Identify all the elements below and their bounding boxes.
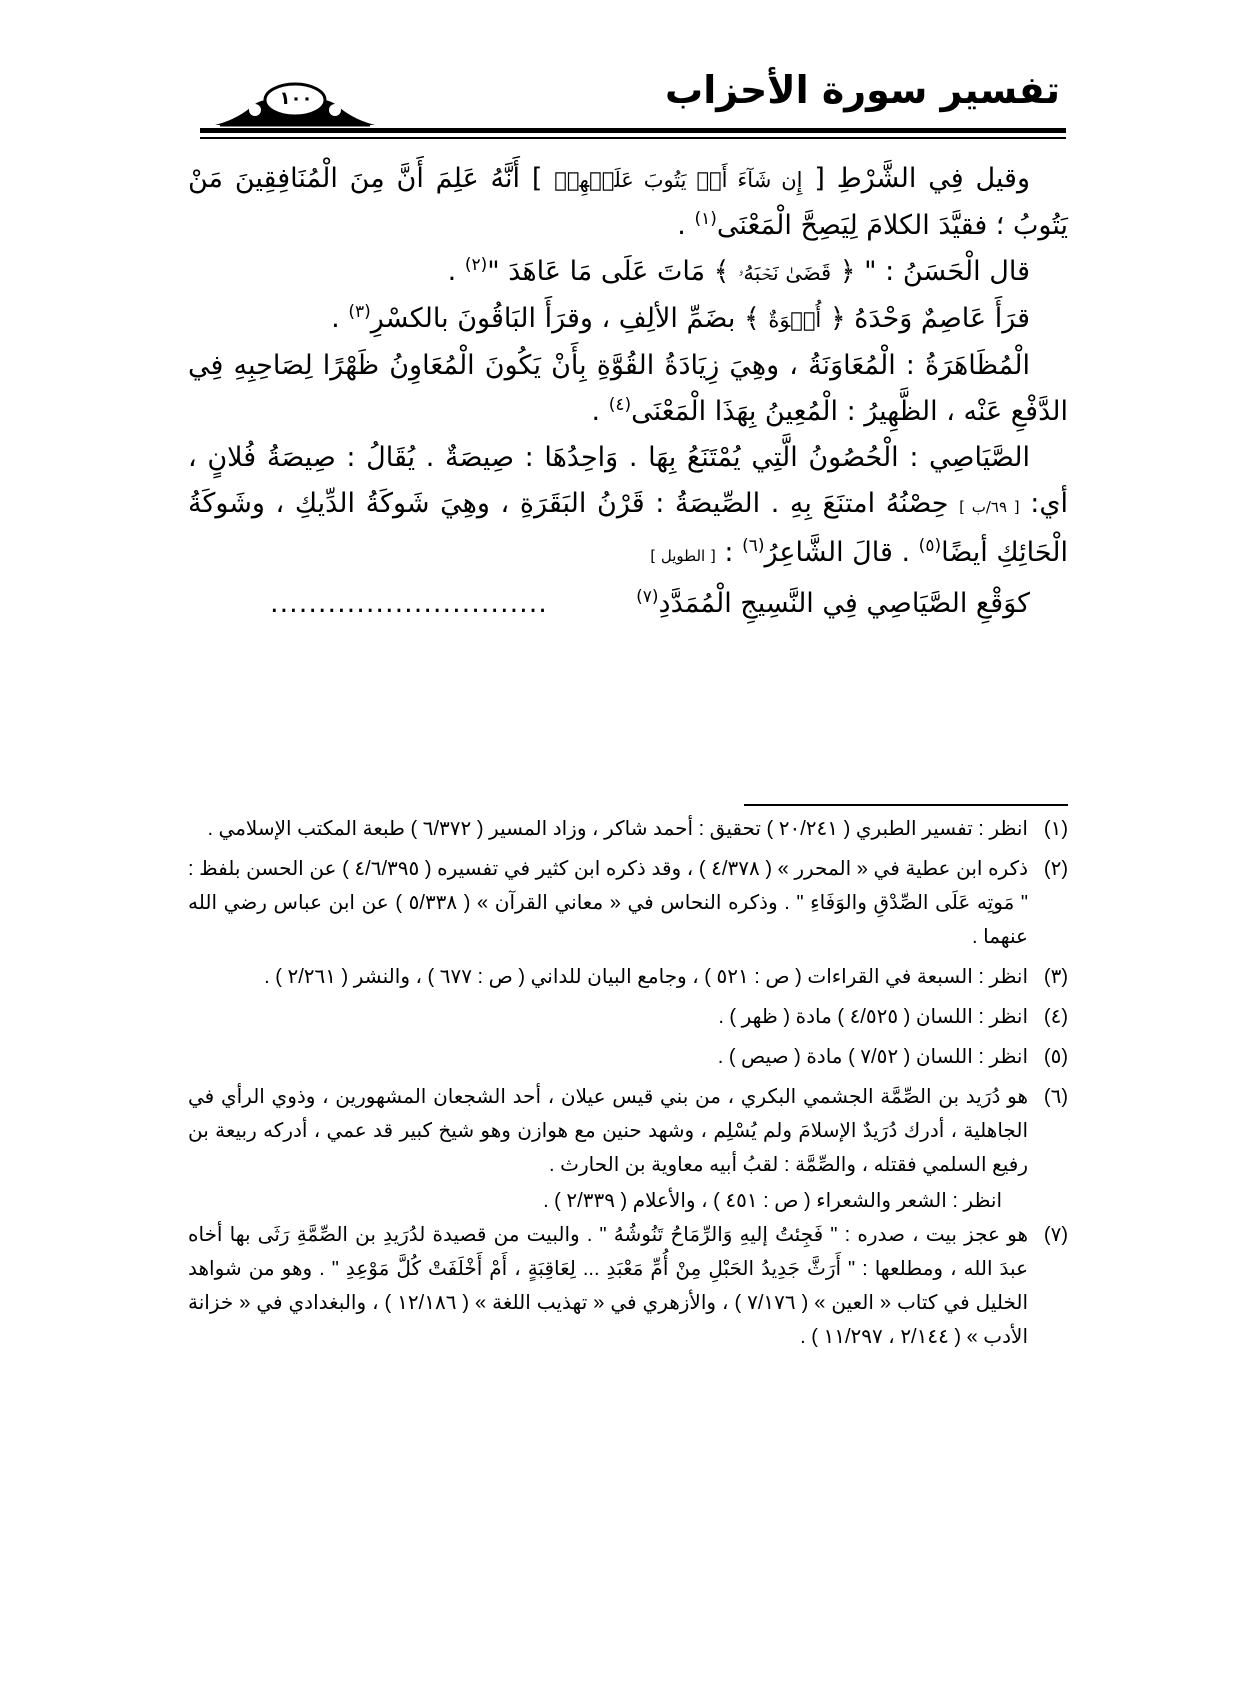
footnote-item: (٣) انظر : السبعة في القراءات ( ص : ٥٢١ ) ، وجامع البيان للداني ( ص : ٦٧٧ ) ، والنشر ( ٢/٢٦١ ) . (264, 966, 1068, 988)
main-text (188, 156, 1068, 627)
footnote-ref: (٧) (636, 587, 659, 607)
poetic-meter-tag: [ الطويل ] (650, 547, 716, 565)
footnote-separator (744, 804, 1068, 806)
footnote-item: (٤) انظر : اللسان ( ٤/٥٢٥ ) مادة ( ظهر ) . (718, 1006, 1068, 1028)
paragraph-4: الْمُظَاهَرَةُ : الْمُعَاوَنَةُ ، وهِيَ زِيَادَةُ القُوَّةِ بِأَنْ يَكُونَ الْمُعَاوِنُ ظَهْرًا لِصَاحِبِهِ فِي الدَّفْعِ عَنْه ، الظَّهِيرُ : الْمُعِينُ بِهَذَا الْمَعْنَى$^{(٤)}$ . (188, 350, 1068, 427)
quran-quote: أُسۡوَةٌ (768, 308, 822, 332)
footnote-sub-reference: انظر : الشعر والشعراء ( ص : ٤٥١ ) ، والأعلام ( ٢/٣٣٩ ) . (543, 1190, 1002, 1212)
verse-ellipsis: ............................. (270, 588, 548, 619)
header-rule-thick (200, 128, 1066, 133)
footnote-ref: (٦) (742, 536, 765, 556)
footnote-item: (٢) ذكره ابن عطية في « المحرر » ( ٤/٣٧٨ ) ، وقد ذكره ابن كثير في تفسيره ( ٤/٦/٣٩٥ ) عن الحسن بلفظ : " مَوتِه عَلَى الصِّدْقِ والوَفَاءِ " . وذكره النحاس في « معاني القرآن » ( ٥/٣٣٨ ) عن ابن عباس رضي الله عنهما . (188, 858, 1068, 948)
paragraph-2: قال الْحَسَنُ : " ﴿ قَضَىٰ نَحۡبَهُۥ ﴾ مَاتَ عَلَى مَا عَاهَدَ "$^{(٢)}$ . (447, 255, 1030, 287)
page-number: ١٠٠ (279, 88, 313, 109)
footnotes (188, 812, 1068, 1360)
footnote-item: (٧) هو عجز بيت ، صدره : " فَجِئتُ إليهِ وَالرِّمَاحُ تَنُوشُهُ " . والبيت من قصيدة لدُرَيدِ بن الصِّمَّةِ رَثَى بها أخاه عبدَ الله ، ومطلعها : " أَرَثَّ جَدِيدُ الحَبْلِ مِنْ أُمِّ مَعْبَدِ ... لِعَاقِبَةٍ ، أَمْ أَخْلَفَتْ كُلَّ مَوْعِدِ " . وهو من شواهد الخليل في كتاب « العين » ( ٧/١٧٦ ) ، والأزهري في « تهذيب اللغة » ( ١٢/١٨٦ ) ، والبغدادي في « خزانة الأدب » ( ٢/١٤٤ ، ١١/٢٩٧ ) . (188, 1224, 1068, 1348)
footnote-ref: (٥) (918, 536, 942, 556)
manuscript-folio-tag: [ ٦٩/ب ] (959, 498, 1020, 516)
footnote-item: (٥) انظر : اللسان ( ٧/٥٢ ) مادة ( صيص ) . (717, 1046, 1068, 1068)
running-header-title: تفسير سورة الأحزاب (665, 68, 1060, 112)
footnote-ref: (٣) (348, 302, 371, 322)
footnote-ref: (١) (694, 209, 717, 229)
footnote-ref: (٤) (608, 395, 632, 415)
footnote-ref: (٢) (464, 255, 488, 275)
quran-quote: إِن شَآءَ أَوۡ يَتُوبَ عَلَيۡهِمۡ (554, 168, 803, 192)
quran-quote: قَضَىٰ نَحۡبَهُۥ (738, 261, 832, 285)
paragraph-3: قرَأَ عَاصِمٌ وَحْدَهُ ﴿ أُسۡوَةٌ ﴾ بضَمِّ الألِفِ ، وقرَأَ البَاقُونَ بالكسْرِ$^{(٣)}$ . (331, 302, 1030, 334)
paragraph-1: وقيل فِي الشَّرْطِ [ إِن شَآءَ أَوۡ يَتُوبَ عَلَيۡهِمۡ ] أَنَّهُ عَلِمَ أَنَّ مِنَ الْمُنَافِقِينَ مَنْ يَتُوبُ ؛ فقيَّدَ الكلامَ لِيَصِحَّ الْمَعْنَى$^{(١)}$ . (188, 163, 1068, 241)
footnote-item: (١) انظر : تفسير الطبري ( ٢٠/٢٤١ ) تحقيق : أحمد شاكر ، وزاد المسير ( ٦/٣٧٢ ) طبعة المكتب الإسلامي . (207, 818, 1068, 840)
verse-hemistich: كوَقْعِ الصَّيَاصِي فِي النَّسِيجِ الْمُمَدَّدِ$^{(٧)}$ (636, 587, 1030, 619)
footnote-item: (٦) هو دُرَيد بن الصِّمَّة الجشمي البكري ، من بني قيس عيلان ، أحد الشجعان المشهورين ، وذوي الرأي في الجاهلية ، أدرك دُرَيدٌ الإسلامَ ولم يُسْلِم ، وشهد حنين مع هوازن وهو شيخ كبير قد عمي ، أدركه ربيعة بن رفيع السلمي فقتله ، والصِّمَّة : لقبُ أبيه معاوية بن الحارث . (188, 1086, 1068, 1176)
paragraph-5: الصَّيَاصِي : الْحُصُونُ الَّتِي يُمْتَنَعُ بِهَا . وَاحِدُهَا : صِيصَةٌ . يُقَالُ : صِيصَةُ فُلانٍ ، أي: [ ٦٩/ب ] حِصْنُهُ امتنَعَ بِهِ . الصِّيصَةُ : قَرْنُ البَقَرَةِ ، وهِيَ شَوكَةُ الدِّيكِ ، وشَوكَةُ الْحَائِكِ أيضًا$^{(٥)}$ . قالَ الشَّاعِرُ$^{(٦)}$ : [ الطويل ] (188, 442, 1068, 568)
header-rule-thin (200, 137, 1066, 139)
poetry-verse (188, 581, 1068, 627)
